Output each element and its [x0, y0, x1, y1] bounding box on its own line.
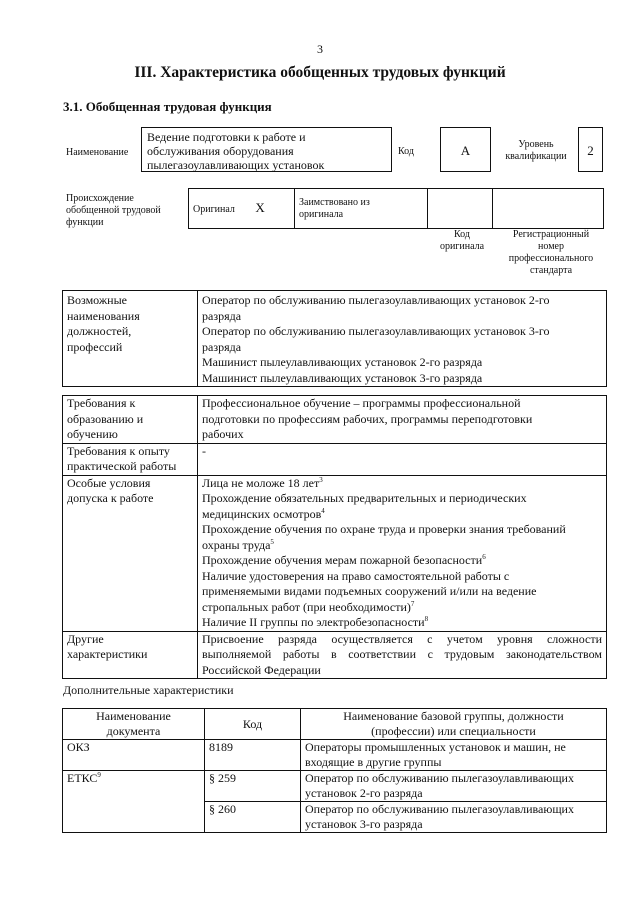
footnote-ref: 4 [321, 506, 325, 515]
admission-row [63, 475, 607, 631]
table-row [63, 771, 607, 802]
positions-table [62, 290, 607, 387]
level-value: 2 [587, 143, 594, 158]
footnote-ref: 6 [482, 553, 486, 561]
section-title: III. Характеристика обобщенных трудовых функций [134, 64, 506, 81]
additional-title: Дополнительные характеристики [63, 683, 234, 697]
code-original-cell [428, 189, 493, 229]
name-line: Ведение подготовки к работе и [147, 130, 306, 144]
other-row [63, 631, 607, 679]
row-name: Операторы промышленных установок и машин, не входящие в другие группы [301, 740, 607, 771]
row-doc: ЕТКС$^9$ [63, 771, 205, 833]
table-row [63, 740, 607, 771]
row-name: Оператор по обслуживанию пылегазоулавливающих установок 3-го разряда [301, 802, 607, 833]
other-label: Другие характеристики [63, 631, 198, 679]
experience-value: - [198, 443, 607, 475]
name-line: пылегазоулавливающих установок [147, 158, 325, 172]
admission-value: Лица не моложе 18 лет$^3$ Прохождение обязательных предварительных и периодических медицинских осмотров$^4$ Прохождение обучения по охране труда и проверки знания требований охраны труда$^5$ Прохождение обучения мерам пожарной безопасности$^6$ Наличие удостоверения на право самостоятельной работы с применяемыми видами подъемных сооружений и/или на ведение стропальных работ (при необходимости)$^7$ Наличие II группы по электробезопасности$^8$ [198, 475, 607, 631]
experience-row [63, 443, 607, 475]
name-box [141, 127, 392, 172]
col-name-header: Наименование базовой группы, должности (профессии) или специальности [301, 709, 607, 740]
requirements-table [62, 395, 607, 679]
page-number: 3 [317, 42, 323, 56]
origin-label: Происхождение обобщенной трудовой функции [66, 193, 161, 228]
code-original-caption: Код оригинала [439, 229, 485, 252]
level-label: Уровень квалификации [505, 139, 567, 162]
footnote-ref: 5 [270, 537, 274, 546]
name-label: Наименование [66, 147, 129, 158]
reg-number-caption: Регистрационный номер профессионального стандарта [508, 229, 594, 276]
footnote-ref: 7 [410, 599, 415, 608]
row-code: § 260 [205, 802, 301, 833]
footnote-ref: 3 [319, 475, 323, 484]
col-code-header: Код [205, 709, 301, 740]
borrowed-cell: Заимствовано из оригинала [295, 189, 428, 229]
name-box-right-border [391, 127, 392, 172]
origin-table [188, 188, 604, 229]
col-doc-header: Наименование документа [63, 709, 205, 740]
row-code: § 259 [205, 771, 301, 802]
row-code: 8189 [205, 740, 301, 771]
footnote-ref: 9 [97, 771, 101, 779]
admission-label: Особые условия допуска к работе [63, 475, 198, 631]
reg-number-cell [493, 189, 604, 229]
level-box [578, 127, 603, 172]
education-label: Требования к образованию и обучению [63, 396, 198, 444]
name-line: обслуживания оборудования [147, 144, 294, 158]
positions-value: Оператор по обслуживанию пылегазоулавливающих установок 2-го разряда Оператор по обслуживанию пылегазоулавливающих установок 3-го разряда Машинист пылеулавливающих установок 2-го разряда Машинист пылеулавливающих установок 3-го разряда [198, 291, 607, 387]
original-mark: Х [255, 199, 265, 215]
code-label: Код [398, 146, 414, 157]
code-box [440, 127, 491, 172]
code-value: А [460, 143, 471, 158]
footnote-ref: 8 [424, 615, 429, 623]
experience-label: Требования к опыту практической работы [63, 443, 198, 475]
row-doc: ОКЗ [63, 740, 205, 771]
row-name: Оператор по обслуживанию пылегазоулавливающих установок 2-го разряда [301, 771, 607, 802]
education-value: Профессиональное обучение – программы профессиональной подготовки по профессиям рабочих, программы переподготовки рабочих [198, 396, 607, 444]
education-row [63, 396, 607, 444]
additional-header-row [63, 709, 607, 740]
original-label: Оригинал [193, 203, 235, 215]
subsection-title: 3.1. Обобщенная трудовая функция [63, 99, 272, 114]
other-value: Присвоение разряда осуществляется с учетом уровня сложности выполняемой работы в соответствии с трудовым законодательством Российской Федерации [198, 631, 607, 679]
positions-label: Возможные наименования должностей, профессий [63, 291, 198, 387]
original-cell [189, 189, 295, 229]
additional-table [62, 708, 607, 833]
